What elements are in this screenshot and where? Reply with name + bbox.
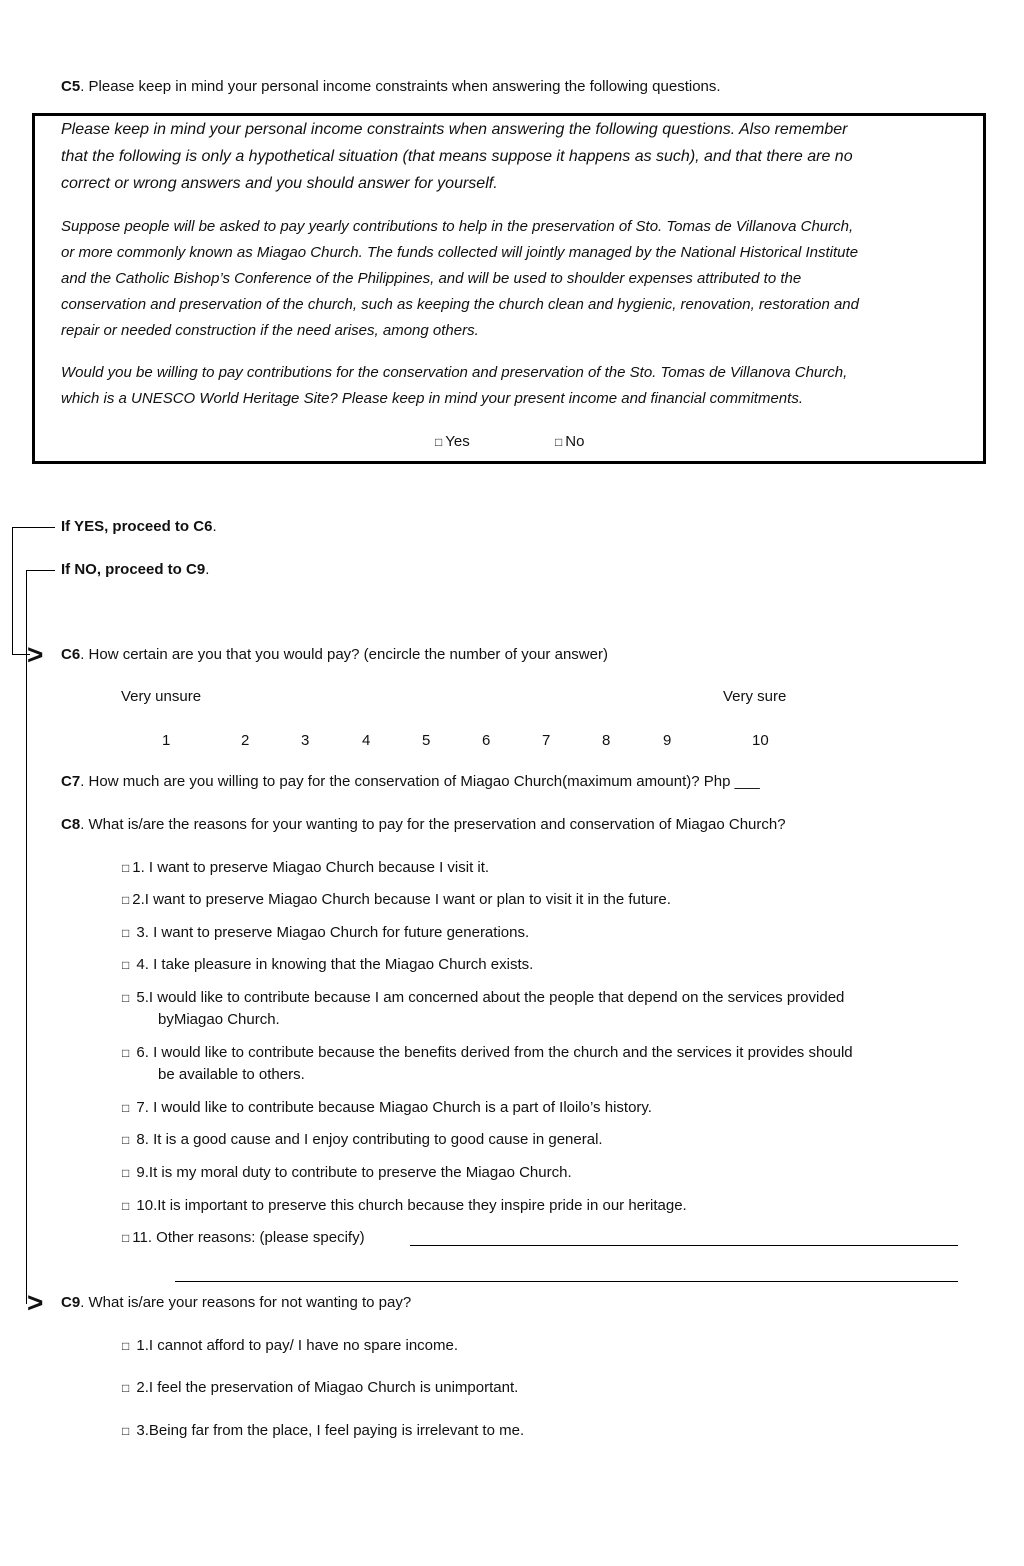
checkbox-icon[interactable]: □ (122, 1231, 130, 1245)
c8-other-specify-line-1[interactable] (410, 1245, 958, 1246)
c7-question-text: . How much are you willing to pay for the conservation of Miagao Church(maximum amount)? Php ___ (80, 773, 760, 790)
checkbox-icon[interactable]: □ (122, 861, 130, 875)
arrow-to-c9-icon: > (27, 1287, 44, 1318)
checkbox-icon[interactable]: □ (122, 893, 130, 907)
c8-option-6[interactable] (122, 1044, 853, 1061)
c8-option-10-label: 10.It is important to preserve this church because they inspire pride in our heritage. (132, 1197, 687, 1214)
checkbox-icon[interactable]: □ (555, 435, 563, 449)
c9-question (61, 1294, 411, 1311)
checkbox-icon[interactable]: □ (122, 1199, 130, 1213)
c8-option-11-label: 11. Other reasons: (please specify) (132, 1229, 365, 1246)
checkbox-icon[interactable]: □ (435, 435, 443, 449)
routing-no-text: If NO, proceed to C9 (61, 561, 206, 578)
c5-para1-line2: that the following is only a hypothetical situation (that means suppose it happens as such), and that there are no (61, 148, 853, 165)
c9-option-2-label: 2.I feel the preservation of Miagao Church is unimportant. (132, 1379, 519, 1396)
routing-period: . (212, 518, 217, 535)
yes-route-line-top (12, 527, 55, 528)
c5-para2-line5: repair or needed construction if the need arises, among others. (61, 322, 479, 339)
c5-id: C5 (61, 78, 81, 95)
c8-option-4[interactable] (122, 956, 533, 973)
c5-para3-line1: Would you be willing to pay contributions for the conservation and preservation of the Sto. Tomas de Villanova Church, (61, 364, 848, 381)
c8-option-5[interactable] (122, 989, 844, 1006)
checkbox-icon[interactable]: □ (122, 1381, 130, 1395)
c5-para2-line2: or more commonly known as Miagao Church. The funds collected will jointly managed by the National Historical Institute (61, 244, 859, 261)
c8-option-2-label: 2.I want to preserve Miagao Church because I want or plan to visit it in the future. (132, 891, 671, 908)
no-route-line (26, 570, 27, 1304)
checkbox-icon[interactable]: □ (122, 926, 130, 940)
checkbox-icon[interactable]: □ (122, 1133, 130, 1147)
checkbox-icon[interactable]: □ (122, 1046, 130, 1060)
c5-no-option[interactable] (555, 433, 584, 450)
c8-option-7-label: 7. I would like to contribute because Miagao Church is a part of Iloilo’s history. (132, 1099, 652, 1116)
c8-option-7[interactable] (122, 1099, 652, 1116)
c9-id: C9 (61, 1294, 81, 1311)
c8-option-11[interactable] (122, 1229, 365, 1246)
c8-question-text: . What is/are the reasons for your wanting to pay for the preservation and conservation of Miagao Church? (80, 816, 786, 833)
c5-question (61, 78, 721, 95)
c8-option-3[interactable] (122, 924, 529, 941)
c6-question (61, 646, 608, 663)
checkbox-icon[interactable]: □ (122, 958, 130, 972)
c7-question (61, 773, 760, 790)
c9-option-1[interactable] (122, 1337, 458, 1354)
checkbox-icon[interactable]: □ (122, 991, 130, 1005)
routing-no (61, 561, 209, 578)
c8-question (61, 816, 786, 833)
c6-question-text: . How certain are you that you would pay? (encircle the number of your answer) (80, 646, 608, 663)
arrow-to-c6-icon: > (27, 639, 44, 670)
c8-option-6-label: 6. I would like to contribute because the benefits derived from the church and the services it provides should (132, 1044, 853, 1061)
c5-para1-line3: correct or wrong answers and you should answer for yourself. (61, 175, 498, 192)
c8-option-6-continued: be available to others. (158, 1066, 305, 1083)
c6-scale-6[interactable]: 6 (482, 732, 491, 749)
c5-para3-line2: which is a UNESCO World Heritage Site? Please keep in mind your present income and financial commitments. (61, 390, 803, 407)
c8-other-specify-line-2[interactable] (175, 1281, 958, 1282)
c9-question-text: . What is/are your reasons for not wanting to pay? (80, 1294, 412, 1311)
routing-period: . (205, 561, 210, 578)
c5-yes-option[interactable] (435, 433, 470, 450)
c5-yes-label: Yes (445, 433, 470, 450)
c6-scale-10[interactable]: 10 (752, 732, 769, 749)
routing-yes-text: If YES, proceed to C6 (61, 518, 213, 535)
c8-option-8[interactable] (122, 1131, 603, 1148)
checkbox-icon[interactable]: □ (122, 1424, 130, 1438)
c8-option-8-label: 8. It is a good cause and I enjoy contributing to good cause in general. (132, 1131, 603, 1148)
c6-scale-9[interactable]: 9 (663, 732, 672, 749)
yes-route-line (12, 527, 13, 654)
checkbox-icon[interactable]: □ (122, 1166, 130, 1180)
c5-para1-line1: Please keep in mind your personal income constraints when answering the following questions. Also remember (61, 121, 848, 138)
c8-option-1[interactable] (122, 859, 489, 876)
c9-option-1-label: 1.I cannot afford to pay/ I have no spare income. (132, 1337, 459, 1354)
c8-option-3-label: 3. I want to preserve Miagao Church for future generations. (132, 924, 530, 941)
checkbox-icon[interactable]: □ (122, 1339, 130, 1353)
c7-id: C7 (61, 773, 81, 790)
c9-option-2[interactable] (122, 1379, 518, 1396)
c6-scale-4[interactable]: 4 (362, 732, 371, 749)
c6-scale-3[interactable]: 3 (301, 732, 310, 749)
c8-option-2[interactable] (122, 891, 671, 908)
c8-option-1-label: 1. I want to preserve Miagao Church because I visit it. (132, 859, 490, 876)
c9-option-3[interactable] (122, 1422, 524, 1439)
c8-option-5-label: 5.I would like to contribute because I am concerned about the people that depend on the services provided (132, 989, 845, 1006)
c8-option-4-label: 4. I take pleasure in knowing that the Miagao Church exists. (132, 956, 534, 973)
c6-scale-7[interactable]: 7 (542, 732, 551, 749)
c8-option-5-continued: byMiagao Church. (158, 1011, 280, 1028)
c5-no-label: No (565, 433, 585, 450)
c8-option-9-label: 9.It is my moral duty to contribute to preserve the Miagao Church. (132, 1164, 572, 1181)
c5-para2-line1: Suppose people will be asked to pay yearly contributions to help in the preservation of Sto. Tomas de Villanova Church, (61, 218, 854, 235)
c5-question-text: . Please keep in mind your personal income constraints when answering the following questions. (80, 78, 721, 95)
c6-scale-2[interactable]: 2 (241, 732, 250, 749)
c8-option-9[interactable] (122, 1164, 572, 1181)
c6-scale-5[interactable]: 5 (422, 732, 431, 749)
routing-yes (61, 518, 217, 535)
c6-low-label: Very unsure (121, 688, 202, 705)
c6-high-label: Very sure (723, 688, 787, 705)
c5-para2-line3: and the Catholic Bishop’s Conference of the Philippines, and will be used to shoulder expenses attributed to the (61, 270, 802, 287)
c6-id: C6 (61, 646, 81, 663)
c5-para2-line4: conservation and preservation of the church, such as keeping the church clean and hygienic, renovation, restoration and (61, 296, 859, 313)
c8-option-10[interactable] (122, 1197, 687, 1214)
c6-scale-8[interactable]: 8 (602, 732, 611, 749)
no-route-line-top (26, 570, 55, 571)
checkbox-icon[interactable]: □ (122, 1101, 130, 1115)
c6-scale-1[interactable]: 1 (162, 732, 171, 749)
c9-option-3-label: 3.Being far from the place, I feel paying is irrelevant to me. (132, 1422, 525, 1439)
c8-id: C8 (61, 816, 81, 833)
